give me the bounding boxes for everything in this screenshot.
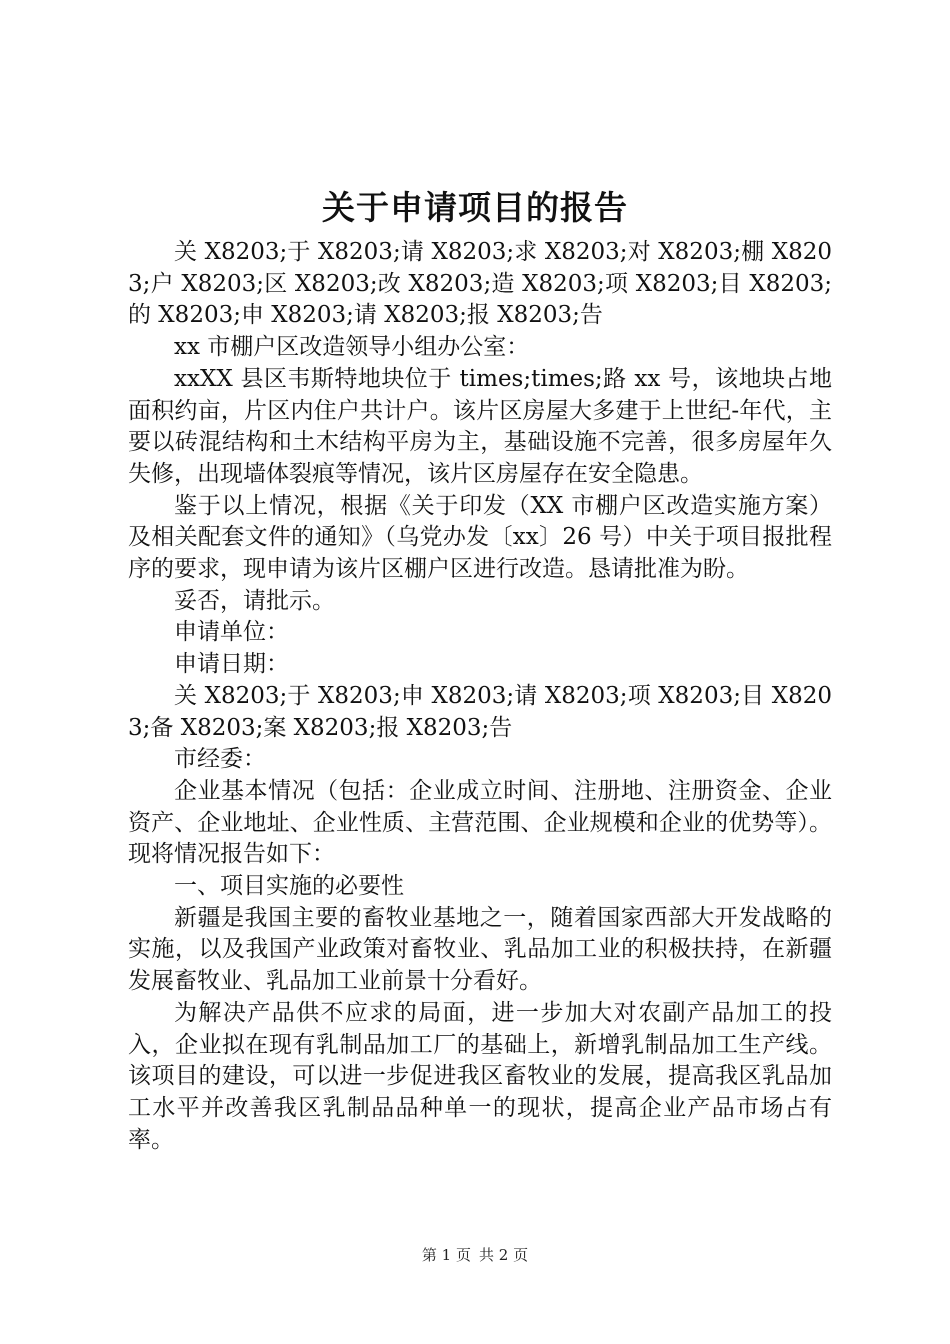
section-heading-necessity: 一、项目实施的必要性 [174, 873, 404, 900]
paragraph-company-info: 企业基本情况（包括：企业成立时间、注册地、注册资金、企业资产、企业地址、企业性质、主营范围、企业规模和企业的优势等）。现将情况报告如下： [128, 777, 832, 868]
paragraph-salutation-1: xx 市棚户区改造领导小组办公室： [174, 334, 530, 361]
paragraph-salutation-2: 市经委： [174, 746, 266, 773]
paragraph-applicant-unit: 申请单位： [174, 619, 289, 646]
paragraph-request: 鉴于以上情况，根据《关于印发（XX 市棚户区改造实施方案）及相关配套文件的通知》（乌党办发〔xx〕26 号）中关于项目报批程序的要求，现申请为该片区棚户区进行改造。恳请批准为盼。 [128, 492, 832, 583]
page-footer [0, 1245, 950, 1265]
paragraph-garbled-heading-1: 关 X8203;于 X8203;请 X8203;求 X8203;对 X8203;棚 X8203;户 X8203;区 X8203;改 X8203;造 X8203;项 X8203;目 X8203;的 X8203;申 X8203;请 X8203;报 X8203;告 [128, 239, 832, 329]
paragraph-application-date: 申请日期： [174, 651, 289, 678]
page-number: 第 1 页 [421, 1246, 471, 1264]
page-total: 共 2 页 [479, 1246, 529, 1264]
paragraph-garbled-heading-2: 关 X8203;于 X8203;申 X8203;请 X8203;项 X8203;目 X8203;备 X8203;案 X8203;报 X8203;告 [128, 682, 832, 741]
document-body [128, 237, 832, 1156]
paragraph-closing: 妥否，请批示。 [174, 587, 335, 614]
paragraph-project-purpose: 为解决产品供不应求的局面，进一步加大对农副产品加工的投入，企业拟在现有乳制品加工厂的基础上，新增乳制品加工生产线。该项目的建设，可以进一步促进我区畜牧业的发展，提高我区乳品加工水平并改善我区乳制品品种单一的现状，提高企业产品市场占有率。 [128, 999, 832, 1153]
paragraph-xinjiang-background: 新疆是我国主要的畜牧业基地之一，随着国家西部大开发战略的实施，以及我国产业政策对畜牧业、乳品加工业的积极扶持，在新疆发展畜牧业、乳品加工业前景十分看好。 [128, 904, 832, 995]
paragraph-site-description: xxXX 县区韦斯特地块位于 times;times;路 xx 号，该地块占地面积约亩，片区内住户共计户。该片区房屋大多建于上世纪-年代，主要以砖混结构和土木结构平房为主，基础设施不完善，很多房屋年久失修，出现墙体裂痕等情况，该片区房屋存在安全隐患。 [128, 365, 832, 487]
document-title: 关于申请项目的报告 [322, 188, 628, 227]
